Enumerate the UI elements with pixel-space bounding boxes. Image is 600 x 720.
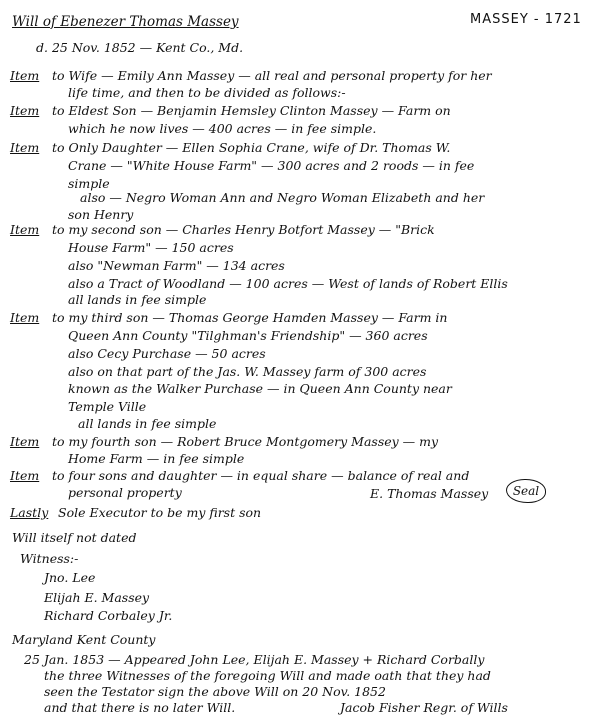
item-label: Item: [10, 434, 40, 449]
item-label: Item: [10, 103, 40, 118]
probate-line: 25 Jan. 1853 — Appeared John Lee, Elijah E. Massey + Richard Corbally: [24, 652, 485, 667]
probate-line: seen the Testator sign the above Will on 20 Nov. 1852: [44, 684, 386, 699]
bequest-line: Temple Ville: [68, 399, 147, 414]
bequest-line: to Only Daughter — Ellen Sophia Crane, wife of Dr. Thomas W.: [52, 140, 451, 155]
probate-line: the three Witnesses of the foregoing Will and made oath that they had: [44, 668, 491, 683]
bequest-line: also "Newman Farm" — 134 acres: [68, 258, 285, 273]
bequest-line: life time, and then to be divided as follows:-: [68, 85, 346, 100]
bequest-line: Crane — "White House Farm" — 300 acres and 2 roods — in fee: [68, 158, 475, 173]
item-label: Item: [10, 310, 40, 325]
bequest-line: Sole Executor to be my first son: [58, 505, 262, 520]
probate-county: Maryland Kent County: [12, 632, 156, 647]
bequest-line: personal property: [68, 485, 182, 500]
reference-number: MASSEY - 1721: [470, 12, 582, 27]
bequest-line: to Eldest Son — Benjamin Hemsley Clinton Massey — Farm on: [52, 103, 451, 118]
probate-line: and that there is no later Will.: [44, 700, 236, 715]
item-label: Lastly: [10, 505, 49, 520]
bequest-line: known as the Walker Purchase — in Queen Ann County near: [68, 381, 452, 396]
undated-note: Will itself not dated: [12, 530, 137, 545]
witness-name: Jno. Lee: [44, 570, 96, 585]
witness-label: Witness:-: [20, 551, 79, 566]
witness-name: Elijah E. Massey: [44, 590, 150, 605]
witness-name: Richard Corbaley Jr.: [44, 608, 173, 623]
bequest-line: which he now lives — 400 acres — in fee simple.: [68, 121, 377, 136]
bequest-line: son Henry: [68, 207, 134, 222]
register-signature: Jacob Fisher Regr. of Wills: [340, 700, 508, 715]
testator-signature: E. Thomas Massey: [370, 486, 489, 501]
bequest-line: House Farm" — 150 acres: [68, 240, 234, 255]
bequest-line: also on that part of the Jas. W. Massey farm of 300 acres: [68, 364, 427, 379]
seal-label: Seal: [512, 484, 540, 498]
document-title: Will of Ebenezer Thomas Massey: [12, 14, 239, 30]
item-label: Item: [10, 468, 40, 483]
bequest-line: also Cecy Purchase — 50 acres: [68, 346, 266, 361]
bequest-line: to my third son — Thomas George Hamden Massey — Farm in: [52, 310, 448, 325]
item-label: Item: [10, 140, 40, 155]
bequest-line: to Wife — Emily Ann Massey — all real and personal property for her: [52, 68, 492, 83]
bequest-line: also — Negro Woman Ann and Negro Woman Elizabeth and her: [80, 190, 485, 205]
bequest-line: simple: [68, 176, 110, 191]
bequest-line: Queen Ann County "Tilghman's Friendship" — 360 acres: [68, 328, 428, 343]
bequest-line: to my fourth son — Robert Bruce Montgomery Massey — my: [52, 434, 439, 449]
item-label: Item: [10, 222, 40, 237]
seal-mark: [506, 479, 546, 503]
bequest-line: to four sons and daughter — in equal share — balance of real and: [52, 468, 470, 483]
death-date-line: d. 25 Nov. 1852 — Kent Co., Md.: [36, 40, 244, 55]
bequest-line: all lands in fee simple: [78, 416, 217, 431]
bequest-line: all lands in fee simple: [68, 292, 207, 307]
item-label: Item: [10, 68, 40, 83]
bequest-line: also a Tract of Woodland — 100 acres — West of lands of Robert Ellis: [68, 276, 508, 291]
bequest-line: Home Farm — in fee simple: [68, 451, 245, 466]
bequest-line: to my second son — Charles Henry Botfort Massey — "Brick: [52, 222, 435, 237]
